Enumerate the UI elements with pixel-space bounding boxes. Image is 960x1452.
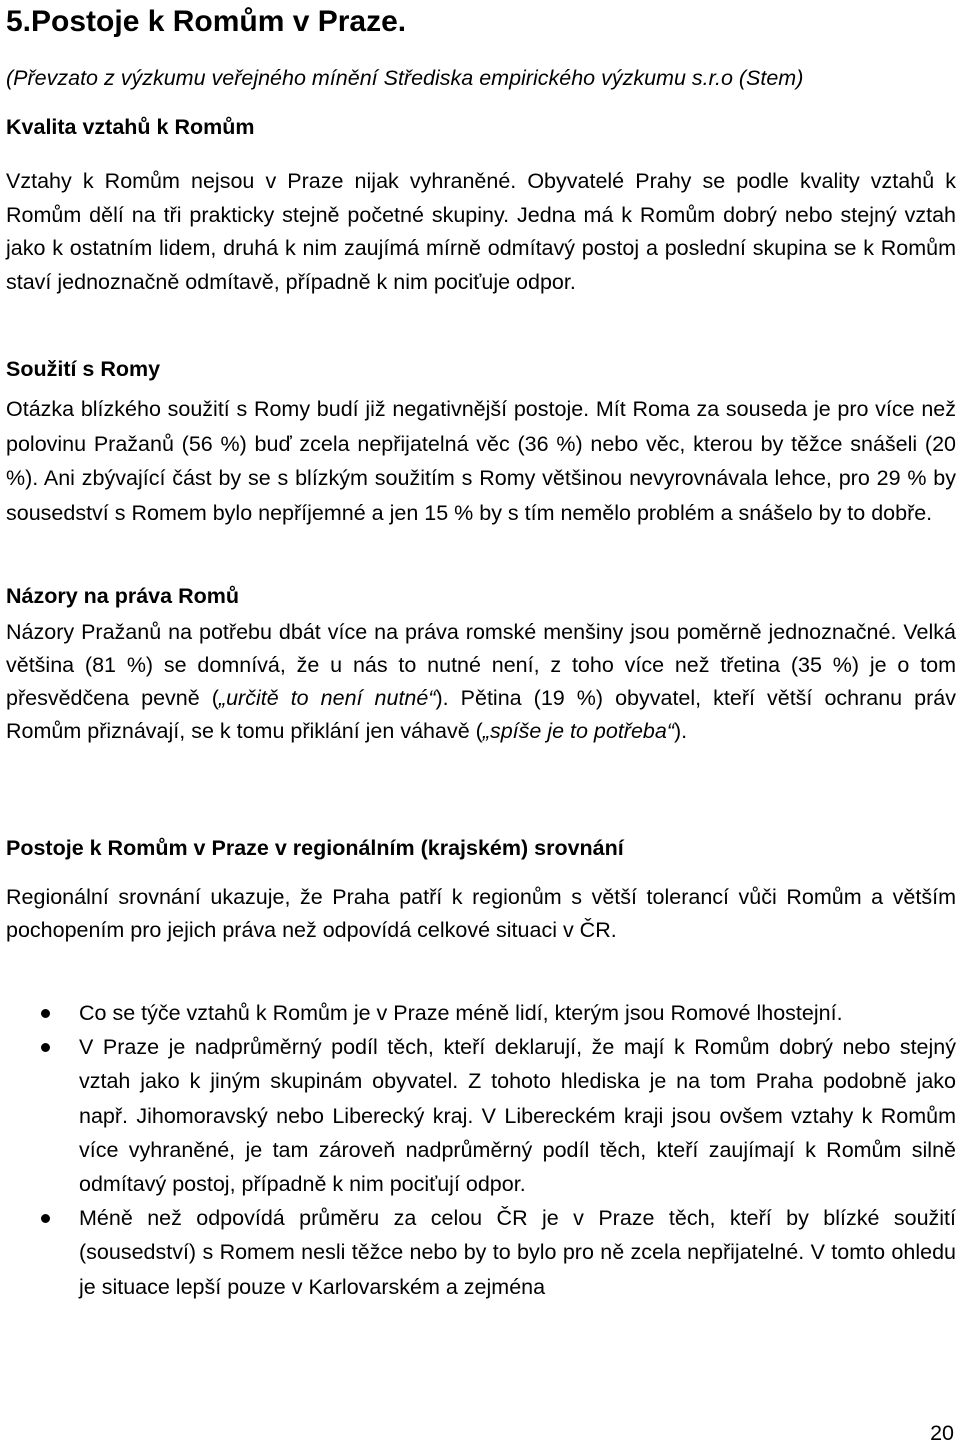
rights-text-part-1: Názory Pražanů na potřebu dbát více na práva romské menšiny jsou poměrně jednoznačné. Velká většina (81 %) se domnívá, že u nás to nutné není, z toho více než třetina (35 %) je o tom přesvědčena pevně ( (6, 620, 956, 710)
paragraph-coexistence: Otázka blízkého soužití s Romy budí již negativnější postoje. Mít Roma za souseda je pro více než polovinu Pražanů (56 %) buď zcela nepřijatelná věc (36 %) nebo věc, kterou by těžce snášeli (20 %). Ani zbývající část by se s blízkým soužitím s Romy většinou nevyrovnávala lehce, pro 29 % by sousedství s Romem bylo nepříjemné a jen 15 % by s tím nemělo problém a snášelo by to dobře. (6, 397, 956, 525)
section-title-regional: Postoje k Romům v Praze v regionálním (krajském) srovnání (6, 836, 624, 860)
paragraph-quality: Vztahy k Romům nejsou v Praze nijak vyhraněné. Obyvatelé Prahy se podle kvality vztahů k Romům dělí na tři prakticky stejně početné skupiny. Jedna má k Romům dobrý nebo stejný vztah jako k ostatním lidem, druhá k nim zaujímá mírně odmítavý postoj a poslední skupina se k Romům staví jednoznačně odmítavě, případně k nim pociťuje odpor. (6, 169, 956, 294)
bullet-icon (41, 1214, 50, 1223)
regional-bullet-list (6, 996, 956, 1304)
section-title-coexistence: Soužití s Romy (6, 357, 161, 381)
list-item (6, 1201, 956, 1304)
page-number: 20 (930, 1421, 954, 1445)
section-title-quality: Kvalita vztahů k Romům (6, 115, 255, 139)
list-item (6, 1030, 956, 1201)
rights-text-part-2: ). Pětina (19 %) obyvatel, kteří větší ochranu práv Romům přiznávají, se k tomu přiklání jen váhavě ( (6, 686, 956, 743)
paragraph-rights (6, 616, 956, 748)
source-note: (Převzato z výzkumu veřejného mínění Střediska empirického výzkumu s.r.o (Stem) (6, 66, 804, 90)
list-item-text: V Praze je nadprůměrný podíl těch, kteří deklarují, že mají k Romům dobrý nebo stejný vztah jako k jiným skupinám obyvatel. Z tohoto hlediska je na tom Praha podobně jako např. Jihomoravský nebo Liberecký kraj. V Libereckém kraji jsou ovšem vztahy k Romům více vyhraněné, je tam zároveň nadprůměrný podíl těch, kteří zaujímají k Romům silně odmítavý postoj, případně k nim pociťují odpor. (79, 1035, 956, 1197)
list-item-text: Co se týče vztahů k Romům je v Praze méně lidí, kterým jsou Romové lhostejní. (79, 1001, 843, 1025)
bullet-icon (41, 1043, 50, 1052)
section-title-rights: Názory na práva Romů (6, 584, 239, 608)
list-item (6, 996, 956, 1030)
paragraph-regional: Regionální srovnání ukazuje, že Praha patří k regionům s větší tolerancí vůči Romům a větším pochopením pro jejich práva než odpovídá celkové situaci v ČR. (6, 885, 956, 942)
rights-text-part-3: ). (674, 719, 688, 743)
rights-quote-1: „určitě to není nutné“ (218, 686, 436, 710)
bullet-icon (41, 1009, 50, 1018)
rights-quote-2: „spíše je to potřeba“ (482, 719, 674, 743)
page-heading: 5.Postoje k Romům v Praze. (6, 5, 407, 38)
list-item-text: Méně než odpovídá průměru za celou ČR je v Praze těch, kteří by blízké soužití (sousedství) s Romem nesli těžce nebo by to bylo pro ně zcela nepřijatelné. V tomto ohledu je situace lepší pouze v Karlovarském a zejména (79, 1206, 956, 1299)
